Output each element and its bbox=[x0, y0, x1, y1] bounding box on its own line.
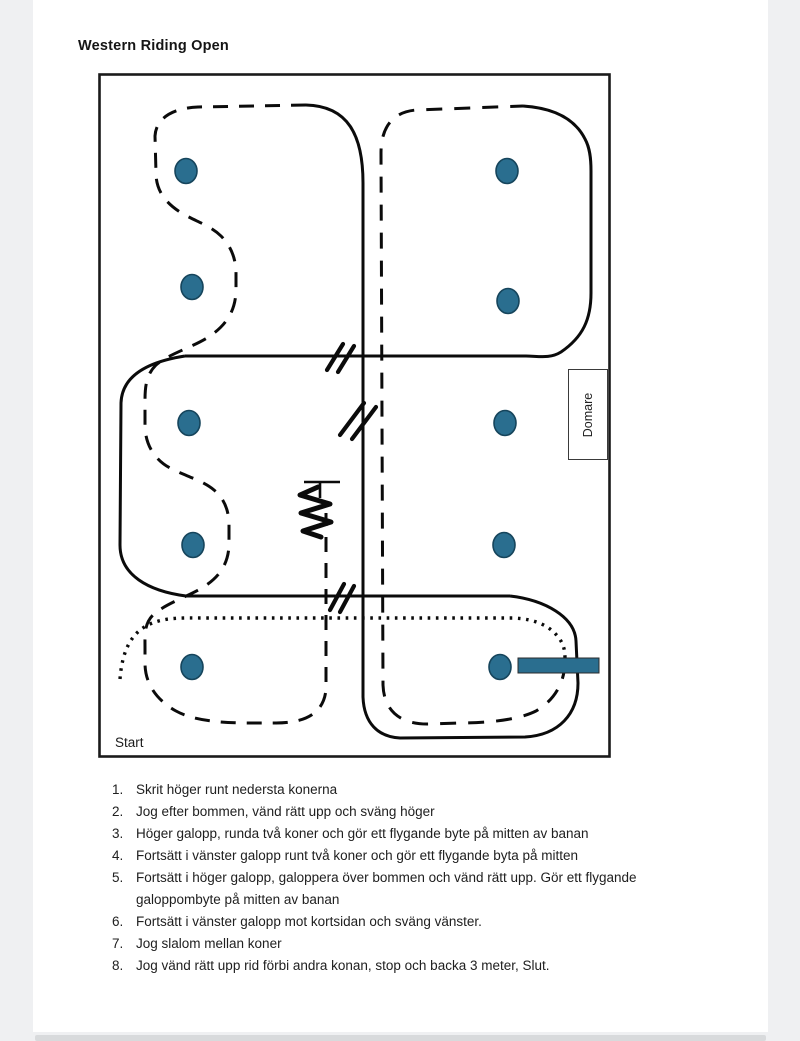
jog-slalom-path bbox=[145, 105, 326, 723]
instruction-item bbox=[112, 845, 732, 867]
instruction-number: 4. bbox=[112, 848, 124, 863]
backup-zigzag bbox=[300, 487, 331, 537]
instruction-item bbox=[112, 867, 732, 911]
page-title: Western Riding Open bbox=[78, 38, 229, 54]
instruction-text: Jog efter bommen, vänd rätt upp och sväng höger bbox=[136, 804, 435, 819]
instruction-number: 7. bbox=[112, 936, 124, 951]
pole-obstacle bbox=[518, 658, 599, 673]
instruction-number: 2. bbox=[112, 804, 124, 819]
lope-loop-left bbox=[120, 356, 186, 596]
judge-box bbox=[568, 369, 608, 460]
instruction-number: 6. bbox=[112, 914, 124, 929]
pattern-svg bbox=[98, 73, 611, 758]
instruction-item bbox=[112, 955, 732, 977]
instruction-text: Höger galopp, runda två koner och gör ett flygande byte på mitten av banan bbox=[136, 826, 589, 841]
lope-loop-bottom-right bbox=[306, 105, 578, 738]
instruction-text: Fortsätt i vänster galopp runt två koner och gör ett flygande byta på mitten bbox=[136, 848, 578, 863]
instruction-text: Fortsätt i vänster galopp mot kortsidan och sväng vänster. bbox=[136, 914, 482, 929]
start-label: Start bbox=[115, 735, 144, 750]
cone-marker bbox=[493, 533, 515, 558]
lope-loop-top-right bbox=[185, 106, 591, 357]
cone-marker bbox=[496, 159, 518, 184]
pattern-diagram bbox=[98, 73, 611, 758]
instruction-number: 5. bbox=[112, 870, 124, 885]
cone-marker bbox=[494, 411, 516, 436]
instruction-text: Skrit höger runt nedersta konerna bbox=[136, 782, 338, 797]
instruction-item bbox=[112, 823, 732, 845]
instruction-number: 3. bbox=[112, 826, 124, 841]
instructions-list bbox=[112, 779, 732, 977]
cone-marker bbox=[178, 411, 200, 436]
page-edge-shadow bbox=[35, 1035, 766, 1041]
flying-change-mark bbox=[327, 344, 354, 372]
cone-marker bbox=[497, 289, 519, 314]
instruction-item bbox=[112, 779, 732, 801]
jog-path-center bbox=[381, 106, 565, 724]
judge-label: Domare bbox=[581, 392, 595, 437]
cone-marker bbox=[181, 275, 203, 300]
instruction-item bbox=[112, 933, 732, 955]
instruction-item bbox=[112, 801, 732, 823]
instruction-text: Jog slalom mellan koner bbox=[136, 936, 282, 951]
cone-marker bbox=[489, 655, 511, 680]
cone-marker bbox=[181, 655, 203, 680]
instruction-number: 8. bbox=[112, 958, 124, 973]
cone-marker bbox=[182, 533, 204, 558]
cone-marker bbox=[175, 159, 197, 184]
instruction-number: 1. bbox=[112, 782, 124, 797]
document-page bbox=[33, 0, 768, 1032]
pole-layer bbox=[518, 658, 599, 673]
flying-change-mark bbox=[330, 584, 354, 612]
instruction-text: Fortsätt i höger galopp, galoppera över bommen och vänd rätt upp. Gör ett flygande galoppombyte på mitten av banan bbox=[136, 870, 637, 907]
instruction-item bbox=[112, 911, 732, 933]
instruction-text: Jog vänd rätt upp rid förbi andra konan, stop och backa 3 meter, Slut. bbox=[136, 958, 550, 973]
flying-change-mark bbox=[340, 403, 376, 439]
